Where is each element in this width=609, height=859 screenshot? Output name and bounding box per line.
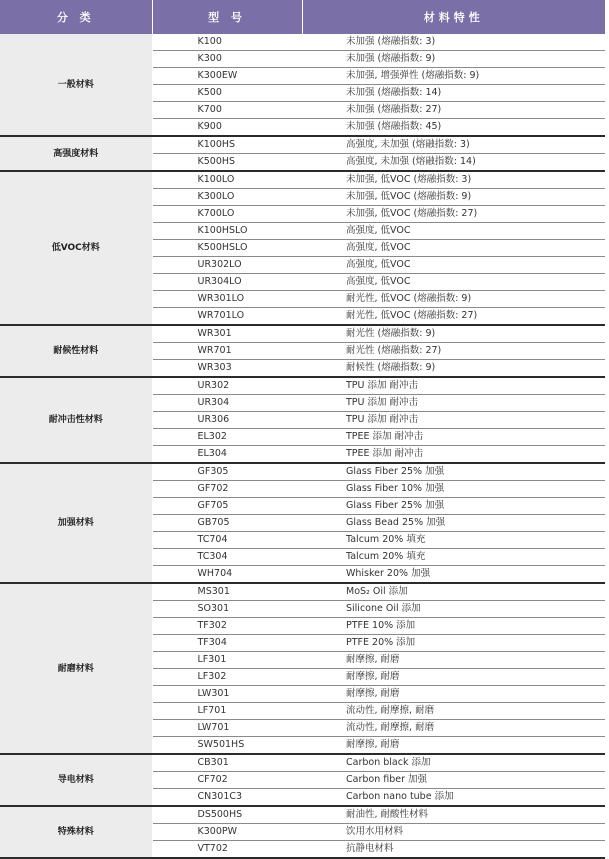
property-cell: 未加强 (熔融指数: 14) [302, 85, 605, 102]
property-cell: 高强度, 低VOC [302, 240, 605, 257]
model-cell: DS500HS [152, 806, 302, 824]
model-cell: TF304 [152, 635, 302, 652]
model-cell: K500HSLO [152, 240, 302, 257]
model-cell: GF702 [152, 481, 302, 498]
model-cell: EL304 [152, 446, 302, 464]
table-row [0, 171, 605, 189]
property-cell: 未加强, 低VOC (熔融指数: 9) [302, 189, 605, 206]
model-cell: UR304 [152, 395, 302, 412]
property-cell: PTFE 20% 添加 [302, 635, 605, 652]
category-cell: 高强度材料 [0, 136, 152, 171]
property-cell: 高强度, 低VOC [302, 223, 605, 240]
property-cell: Talcum 20% 填充 [302, 532, 605, 549]
property-cell: TPU 添加 耐冲击 [302, 412, 605, 429]
model-cell: TC304 [152, 549, 302, 566]
model-cell: K500 [152, 85, 302, 102]
model-cell: WR303 [152, 360, 302, 378]
property-cell: 耐候性 (熔融指数: 9) [302, 360, 605, 378]
property-cell: 耐摩擦, 耐磨 [302, 652, 605, 669]
model-cell: GF705 [152, 498, 302, 515]
model-cell: K100HSLO [152, 223, 302, 240]
model-cell: WR701 [152, 343, 302, 360]
table-body [0, 34, 605, 858]
property-cell: 未加强 (熔融指数: 27) [302, 102, 605, 119]
property-cell: 耐光性 (熔融指数: 9) [302, 325, 605, 343]
category-cell: 特殊材料 [0, 806, 152, 858]
model-cell: WR701LO [152, 308, 302, 326]
model-cell: UR304LO [152, 274, 302, 291]
property-cell: 未加强, 低VOC (熔融指数: 27) [302, 206, 605, 223]
model-cell: K100 [152, 34, 302, 51]
table-row [0, 136, 605, 154]
model-cell: K300 [152, 51, 302, 68]
header-category: 分 类 [0, 0, 152, 34]
model-cell: VT702 [152, 841, 302, 859]
model-cell: WR301 [152, 325, 302, 343]
table-row [0, 583, 605, 601]
table-header-row [0, 0, 605, 34]
model-cell: LF701 [152, 703, 302, 720]
model-cell: GB705 [152, 515, 302, 532]
property-cell: TPU 添加 耐冲击 [302, 377, 605, 395]
property-cell: 未加强, 增强弹性 (熔融指数: 9) [302, 68, 605, 85]
category-cell: 加强材料 [0, 463, 152, 583]
property-cell: Talcum 20% 填充 [302, 549, 605, 566]
model-cell: EL302 [152, 429, 302, 446]
table-row [0, 754, 605, 772]
property-cell: Glass Fiber 25% 加强 [302, 498, 605, 515]
model-cell: LW701 [152, 720, 302, 737]
model-cell: LF302 [152, 669, 302, 686]
property-cell: 耐光性, 低VOC (熔融指数: 9) [302, 291, 605, 308]
property-cell: 耐光性, 低VOC (熔融指数: 27) [302, 308, 605, 326]
property-cell: Glass Fiber 25% 加强 [302, 463, 605, 481]
property-cell: 未加强, 低VOC (熔融指数: 3) [302, 171, 605, 189]
model-cell: K300LO [152, 189, 302, 206]
header-model: 型 号 [152, 0, 302, 34]
property-cell: 耐光性 (熔融指数: 27) [302, 343, 605, 360]
property-cell: TPEE 添加 耐冲击 [302, 446, 605, 464]
property-cell: 饮用水用材料 [302, 824, 605, 841]
model-cell: K700LO [152, 206, 302, 223]
model-cell: WR301LO [152, 291, 302, 308]
model-cell: TC704 [152, 532, 302, 549]
category-cell: 低VOC材料 [0, 171, 152, 325]
model-cell: WH704 [152, 566, 302, 584]
model-cell: K100LO [152, 171, 302, 189]
category-cell: 耐冲击性材料 [0, 377, 152, 463]
model-cell: K100HS [152, 136, 302, 154]
model-cell: UR302 [152, 377, 302, 395]
model-cell: MS301 [152, 583, 302, 601]
property-cell: 耐摩擦, 耐磨 [302, 686, 605, 703]
property-cell: 高强度, 低VOC [302, 274, 605, 291]
property-cell: 高强度, 未加强 (熔融指数: 3) [302, 136, 605, 154]
table-row [0, 806, 605, 824]
property-cell: TPU 添加 耐冲击 [302, 395, 605, 412]
property-cell: Whisker 20% 加强 [302, 566, 605, 584]
model-cell: K700 [152, 102, 302, 119]
property-cell: MoS₂ Oil 添加 [302, 583, 605, 601]
model-cell: CN301C3 [152, 789, 302, 807]
model-cell: LF301 [152, 652, 302, 669]
model-cell: SW501HS [152, 737, 302, 755]
property-cell: Carbon fiber 加强 [302, 772, 605, 789]
model-cell: K300EW [152, 68, 302, 85]
table-row [0, 325, 605, 343]
property-cell: 高强度, 低VOC [302, 257, 605, 274]
property-cell: Glass Fiber 10% 加强 [302, 481, 605, 498]
table-row [0, 463, 605, 481]
property-cell: 未加强 (熔融指数: 9) [302, 51, 605, 68]
table-row [0, 377, 605, 395]
property-cell: TPEE 添加 耐冲击 [302, 429, 605, 446]
property-cell: Silicone Oil 添加 [302, 601, 605, 618]
model-cell: TF302 [152, 618, 302, 635]
model-cell: LW301 [152, 686, 302, 703]
property-cell: 耐摩擦, 耐磨 [302, 737, 605, 755]
category-cell: 耐磨材料 [0, 583, 152, 754]
property-cell: 耐摩擦, 耐磨 [302, 669, 605, 686]
model-cell: CF702 [152, 772, 302, 789]
property-cell: Glass Bead 25% 加强 [302, 515, 605, 532]
model-cell: K500HS [152, 154, 302, 172]
model-cell: K900 [152, 119, 302, 137]
property-cell: 未加强 (熔融指数: 3) [302, 34, 605, 51]
property-cell: Carbon nano tube 添加 [302, 789, 605, 807]
category-cell: 一般材料 [0, 34, 152, 136]
property-cell: PTFE 10% 添加 [302, 618, 605, 635]
property-cell: 高强度, 未加强 (熔融指数: 14) [302, 154, 605, 172]
model-cell: SO301 [152, 601, 302, 618]
property-cell: 流动性, 耐摩擦, 耐磨 [302, 703, 605, 720]
model-cell: CB301 [152, 754, 302, 772]
property-cell: 未加强 (熔融指数: 45) [302, 119, 605, 137]
header-properties: 材料特性 [302, 0, 605, 34]
model-cell: GF305 [152, 463, 302, 481]
model-cell: UR302LO [152, 257, 302, 274]
category-cell: 耐候性材料 [0, 325, 152, 377]
property-cell: 流动性, 耐摩擦, 耐磨 [302, 720, 605, 737]
property-cell: 耐油性, 耐酸性材料 [302, 806, 605, 824]
property-cell: Carbon black 添加 [302, 754, 605, 772]
model-cell: UR306 [152, 412, 302, 429]
table-row [0, 34, 605, 51]
category-cell: 导电材料 [0, 754, 152, 806]
model-cell: K300PW [152, 824, 302, 841]
property-cell: 抗静电材料 [302, 841, 605, 859]
